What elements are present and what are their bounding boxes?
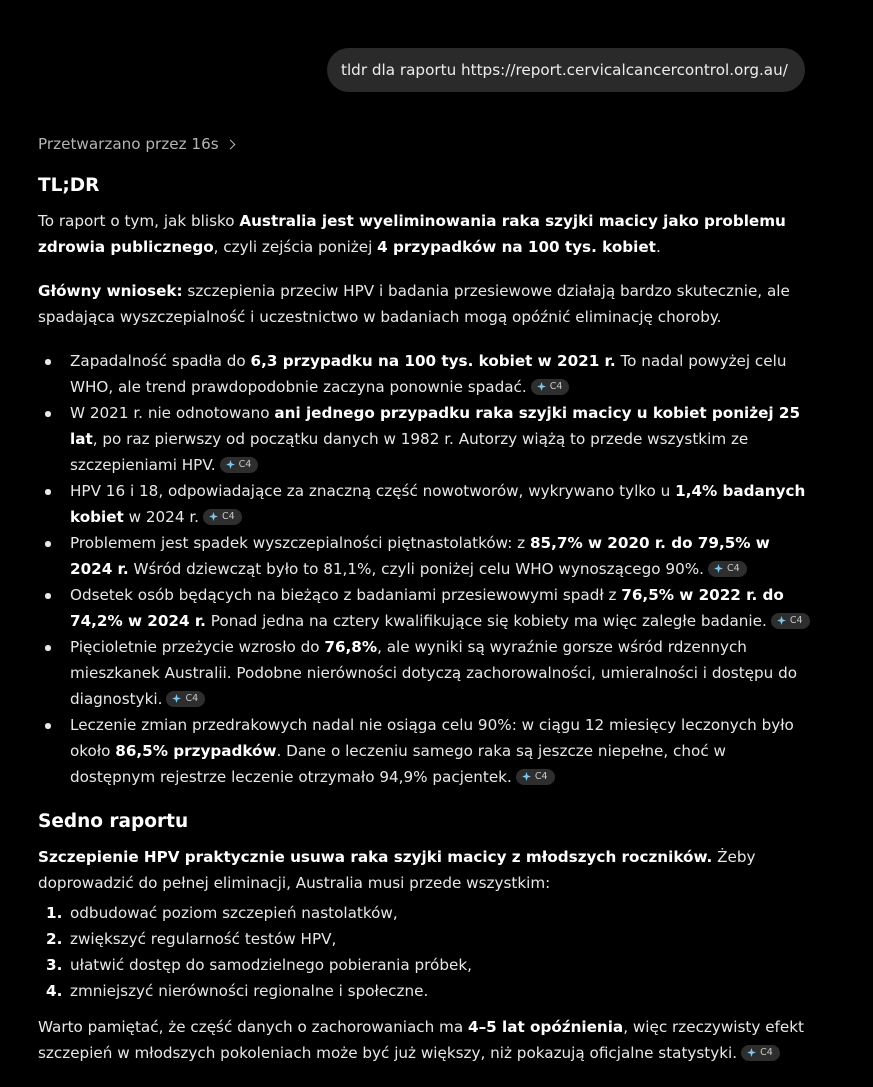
text: zwiększyć regularność testów HPV, (70, 930, 337, 948)
text: To raport o tym, jak blisko (38, 212, 240, 230)
bold-text: 4 przypadków na 100 tys. kobiet (377, 238, 656, 256)
main-conclusion-paragraph (38, 278, 813, 330)
text: Pięcioletnie przeżycie wzrosło do (70, 638, 325, 656)
list-item (38, 582, 813, 634)
citation-chip[interactable] (220, 457, 259, 473)
text: Zapadalność spadła do (70, 352, 251, 370)
intro-paragraph (38, 208, 813, 260)
text: . (655, 238, 661, 256)
citation-chip[interactable] (531, 379, 570, 395)
citation-chip[interactable] (166, 691, 205, 707)
list-item (38, 712, 813, 790)
sparkle-icon (777, 616, 786, 625)
bold-text: Główny wniosek: (38, 282, 183, 300)
bold-text: 76,5% w 2022 r. do 74,2% w 2024 r. (70, 586, 784, 630)
text: W 2021 r. nie odnotowano (70, 404, 275, 422)
list-item (38, 634, 813, 712)
citation-label: C4 (549, 380, 563, 392)
sparkle-icon (522, 772, 531, 781)
list-item (38, 952, 813, 978)
sparkle-icon (747, 1048, 756, 1057)
steps-list (38, 900, 813, 1004)
sparkle-icon (172, 694, 181, 703)
closing-paragraph (38, 1014, 813, 1066)
text: HPV 16 i 18, odpowiadające za znaczną część nowotworów, wykrywano tylko u (70, 482, 676, 500)
sparkle-icon (714, 564, 723, 573)
citation-label: C4 (534, 770, 548, 782)
text: Odsetek osób będących na bieżąco z badaniami przesiewowymi spadł z (70, 586, 622, 604)
citation-chip[interactable] (203, 509, 242, 525)
sedno-paragraph (38, 844, 813, 896)
text: zmniejszyć nierówności regionalne i społeczne. (70, 982, 429, 1000)
citation-chip[interactable] (708, 561, 747, 577)
text: Ponad jedna na cztery kwalifikujące się kobiety ma więc zaległe badanie. (205, 612, 767, 630)
citation-label: C4 (760, 1046, 773, 1058)
bold-text: Szczepienie HPV praktycznie usuwa raka szyjki macicy z młodszych roczników. (38, 848, 713, 866)
text: Żeby doprowadzić do pełnej eliminacji, Australia musi przede wszystkim: (38, 848, 756, 892)
text: Warto pamiętać, że część danych o zachorowaniach ma (38, 1018, 468, 1036)
text: Wśród dziewcząt było to 81,1%, czyli poniżej celu WHO wynoszącego 90%. (128, 560, 704, 578)
chevron-right-icon (225, 140, 235, 150)
list-item (38, 926, 813, 952)
sparkle-icon (209, 512, 218, 521)
text: Problemem jest spadek wyszczepialności piętnastolatków: z (70, 534, 530, 552)
list-number: 1. (46, 904, 63, 922)
citation-chip[interactable] (741, 1045, 780, 1061)
citation-label: C4 (789, 614, 803, 626)
sparkle-icon (226, 460, 235, 469)
text: , więc rzeczywisty efekt szczepień w młodszych pokoleniach może być już większy, niż pokazują oficjalne statystyki. (38, 1018, 804, 1062)
bold-text: 76,8% (324, 638, 378, 656)
text: , po raz pierwszy od początku danych w 1982 r. Autorzy wiążą to przede wszystkim ze szczepieniami HPV. (70, 430, 749, 474)
citation-label: C4 (727, 562, 740, 574)
findings-list (38, 348, 813, 790)
bold-text: Australia jest wyeliminowania raka szyjki macicy jako problemu zdrowia publicznego (38, 212, 786, 256)
heading-sedno: Sedno raportu (38, 811, 189, 832)
bold-text: 85,7% w 2020 r. do 79,5% w 2024 r. (70, 534, 770, 578)
text: Leczenie zmian przedrakowych nadal nie osiąga celu 90%: w ciągu 12 miesięcy leczonych było około (70, 716, 794, 760)
bold-text: 4–5 lat opóźnienia (468, 1018, 624, 1036)
thinking-toggle[interactable] (38, 133, 234, 155)
list-item (38, 978, 813, 1004)
heading-tldr: TL;DR (38, 175, 100, 196)
bold-text: ani jednego przypadku raka szyjki macicy u kobiet poniżej 25 lat (70, 404, 801, 448)
bold-text: 6,3 przypadku na 100 tys. kobiet w 2021 r. (250, 352, 616, 370)
user-message-text: tldr dla raportu https://report.cervicalcancercontrol.org.au/ (341, 61, 788, 79)
list-number: 4. (46, 982, 63, 1000)
bold-text: 86,5% przypadków (115, 742, 277, 760)
text: To nadal powyżej celu WHO, ale trend prawdopodobnie zaczyna ponownie spadać. (70, 352, 787, 396)
list-number: 2. (46, 930, 63, 948)
citation-chip[interactable] (771, 613, 810, 629)
bold-text: 1,4% badanych kobiet (70, 482, 806, 526)
citation-label: C4 (185, 692, 199, 704)
sparkle-icon (537, 382, 546, 391)
list-item (38, 348, 813, 400)
list-number: 3. (46, 956, 63, 974)
text: w 2024 r. (123, 508, 199, 526)
citation-label: C4 (222, 510, 235, 522)
list-item (38, 530, 813, 582)
text: , ale wyniki są wyraźnie gorsze wśród rdzennych mieszkanek Australii. Podobne nierówności dotyczą zachorowalności, umieralności i dostępu do diagnostyki. (70, 638, 798, 708)
user-message-bubble (327, 48, 805, 92)
text: , czyli zejścia poniżej (213, 238, 378, 256)
text: odbudować poziom szczepień nastolatków, (70, 904, 398, 922)
list-item (38, 400, 813, 478)
list-item (38, 900, 813, 926)
text: szczepienia przeciw HPV i badania przesiewowe działają bardzo skutecznie, ale spadająca wyszczepialność i uczestnictwo w badaniach mogą opóźnić eliminację choroby. (38, 282, 790, 326)
text: . Dane o leczeniu samego raka są jeszcze niepełne, choć w dostępnym rejestrze leczenie otrzymało 94,9% pacjentek. (70, 742, 726, 786)
citation-label: C4 (238, 458, 252, 470)
list-item (38, 478, 813, 530)
assistant-response (38, 172, 813, 1066)
citation-chip[interactable] (516, 769, 555, 785)
thinking-label: Przetwarzano przez 16s (38, 135, 219, 153)
text: ułatwić dostęp do samodzielnego pobierania próbek, (70, 956, 472, 974)
